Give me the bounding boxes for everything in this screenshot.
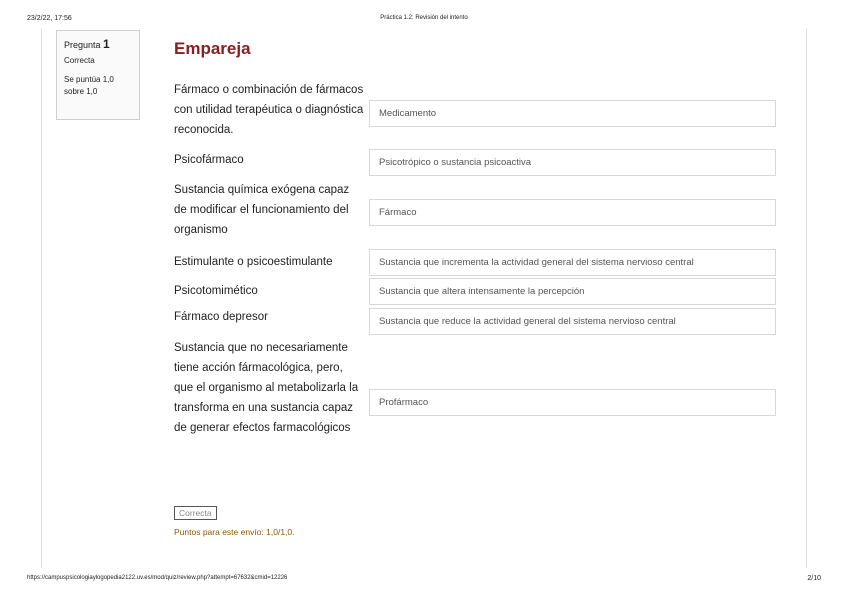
match-answer-select[interactable] xyxy=(369,149,776,176)
match-answer-select[interactable] xyxy=(369,199,776,226)
match-stem: Psicotomimético xyxy=(174,285,258,297)
question-info-box xyxy=(56,30,140,120)
right-divider xyxy=(806,28,807,568)
match-stem: Fármaco o combinación de fármacos con utilidad terapéutica o diagnóstica reconocida. xyxy=(174,84,364,136)
print-datetime: 23/2/22, 17:56 xyxy=(27,15,72,22)
question-title: Empareja xyxy=(174,39,251,58)
feedback-mark-text: Puntos para este envío: 1,0/1,0. xyxy=(174,527,295,537)
match-answer-select[interactable] xyxy=(369,278,776,305)
match-answer-select[interactable] xyxy=(369,389,776,416)
feedback-status-badge: Correcta xyxy=(174,506,217,520)
match-answer-value: Sustancia que altera intensamente la percepción xyxy=(379,286,585,297)
match-answer-value: Fármaco xyxy=(379,207,417,218)
match-answer-select[interactable] xyxy=(369,308,776,335)
question-state: Correcta xyxy=(64,56,95,65)
print-url: https://campuspsicologiaylogopedia2122.uv.es/mod/quiz/review.php?attempt=67632&cmid=12226 xyxy=(27,575,288,581)
question-number-value: 1 xyxy=(103,37,110,51)
match-stem: Fármaco depresor xyxy=(174,311,268,323)
print-page-number: 2/10 xyxy=(807,575,821,582)
question-number xyxy=(64,37,139,51)
match-answer-value: Sustancia que incrementa la actividad general del sistema nervioso central xyxy=(379,257,694,268)
question-number-label: Pregunta xyxy=(64,40,101,50)
match-answer-value: Sustancia que reduce la actividad general del sistema nervioso central xyxy=(379,316,676,327)
match-answer-value: Medicamento xyxy=(379,108,437,119)
match-stem: Sustancia química exógena capaz de modificar el funcionamiento del organismo xyxy=(174,184,350,236)
question-grade-line1: Se puntúa 1,0 xyxy=(64,75,114,84)
match-answer-value: Profármaco xyxy=(379,397,429,408)
match-stem: Psicofármaco xyxy=(174,154,244,166)
match-answer-select[interactable] xyxy=(369,249,776,276)
question-grade-line2: sobre 1,0 xyxy=(64,87,98,96)
match-stem: Sustancia que no necesariamente tiene acción fármacológica, pero, que el organismo al metabolizarla la transforma en una sustancia capaz de generar efectos farmacológicos xyxy=(174,342,359,434)
match-answer-value: Psicotrópico o sustancia psicoactiva xyxy=(379,157,532,168)
match-answer-select[interactable] xyxy=(369,100,776,127)
print-page-title: Práctica 1.2: Revisión del intento xyxy=(380,15,468,21)
left-divider xyxy=(41,28,42,568)
question-grade xyxy=(64,74,139,98)
match-stem: Estimulante o psicoestimulante xyxy=(174,256,333,268)
